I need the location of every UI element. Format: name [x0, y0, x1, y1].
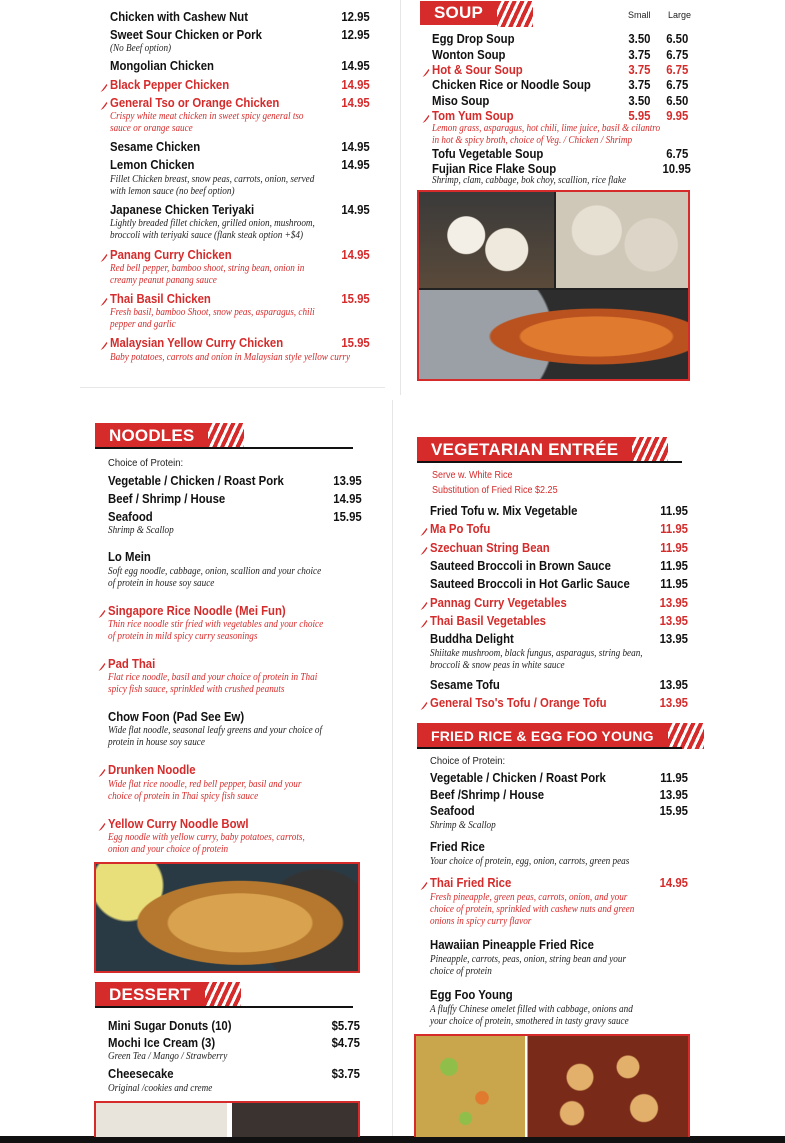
chili-pepper-icon — [420, 599, 429, 609]
column-divider-top — [400, 0, 401, 395]
menu-item: Fujian Rice Flake Soup 10.95 — [432, 161, 691, 176]
small-column-label: Small — [628, 10, 651, 20]
bottom-black-bar — [0, 1136, 785, 1143]
item-description: Red bell pepper, bamboo shoot, string bean, onion in creamy peanut panang sauce — [110, 263, 305, 286]
large-column-label: Large — [668, 10, 692, 20]
menu-item: Egg Foo Young — [430, 987, 513, 1002]
dessert-photo — [94, 1101, 360, 1137]
header-rule — [95, 447, 353, 449]
tom-yum-photo — [419, 290, 690, 381]
menu-item-spicy: General Tso's Tofu / Orange Tofu 13.95 — [430, 695, 688, 710]
menu-item-spicy: Yellow Curry Noodle Bowl — [108, 816, 349, 831]
menu-item-spicy: Ma Po Tofu 11.95 — [430, 521, 688, 536]
item-description: Green Tea / Mango / Strawberry — [108, 1051, 228, 1062]
menu-item-spicy: Szechuan String Bean 11.95 — [430, 540, 688, 555]
chili-pepper-icon — [100, 251, 109, 261]
menu-item: Sesame Tofu 13.95 — [430, 677, 688, 692]
menu-item: Buddha Delight 13.95 — [430, 631, 688, 646]
dessert-header — [95, 982, 205, 1008]
item-description: Soft egg noodle, cabbage, onion, scallion and your choice of protein in house soy sauce — [108, 566, 322, 589]
item-description: Shiitake mushroom, black fungus, asparagus, string bean, broccoli & snow peas in white sauce — [430, 648, 643, 671]
protein-option: Beef /Shrimp / House 13.95 — [430, 787, 688, 802]
item-description: Fillet Chicken breast, snow peas, carrots, onion, served with lemon sauce (no beef option) — [110, 174, 315, 197]
header-rule — [417, 747, 682, 749]
soup-header — [420, 0, 497, 26]
item-description: Your choice of protein, egg, onion, carrots, green peas — [430, 856, 630, 867]
menu-item: Cheesecake $3.75 — [108, 1066, 360, 1081]
chili-pepper-icon — [420, 617, 429, 627]
chili-pepper-icon — [420, 544, 429, 554]
menu-item-spicy: Pannag Curry Vegetables 13.95 — [430, 595, 688, 610]
menu-item: Sauteed Broccoli in Brown Sauce 11.95 — [430, 558, 688, 573]
menu-item: Lemon Chicken 14.95 — [110, 157, 370, 172]
menu-item: Chicken Rice or Noodle Soup 3.75 6.75 — [432, 77, 689, 92]
menu-item-spicy: Thai Basil Vegetables 13.95 — [430, 613, 688, 628]
menu-item: Tofu Vegetable Soup 6.75 — [432, 146, 689, 161]
item-description: (No Beef option) — [110, 43, 172, 54]
item-description: Flat rice noodle, basil and your choice of protein in Thai spicy fish sauce, sprinkled with crushed peanuts — [108, 672, 318, 695]
item-description: Fresh pineapple, green peas, carrots, onion, and your choice of protein, sprinkled with cashew nuts and green onions in spicy curry flavor — [430, 892, 635, 927]
chili-pepper-icon — [100, 295, 109, 305]
protein-option: Vegetable / Chicken / Roast Pork 13.95 — [108, 473, 362, 488]
substitution-note: Substitution of Fried Rice $2.25 — [432, 485, 558, 496]
menu-item: Chicken with Cashew Nut 12.95 — [110, 9, 370, 24]
menu-item: Sweet Sour Chicken or Pork 12.95 — [110, 27, 370, 42]
header-rule — [417, 461, 682, 463]
menu-item-spicy: General Tso or Orange Chicken 14.95 — [110, 95, 370, 110]
section-title: SOUP — [420, 1, 497, 25]
choice-label: Choice of Protein: — [108, 457, 184, 469]
chili-pepper-icon — [422, 66, 431, 76]
wontons-photo — [556, 192, 690, 288]
item-description: Shrimp & Scallop — [108, 525, 174, 536]
choice-label: Choice of Protein: — [430, 755, 506, 767]
item-description: Crispy white meat chicken in sweet spicy general tso sauce or orange sauce — [110, 111, 304, 134]
menu-item: Egg Drop Soup 3.50 6.50 — [432, 31, 689, 46]
menu-item: Fried Tofu w. Mix Vegetable 11.95 — [430, 503, 688, 518]
menu-item-spicy: Malaysian Yellow Curry Chicken 15.95 — [110, 335, 370, 350]
item-description: Fresh basil, bamboo Shoot, snow peas, asparagus, chili pepper and garlic — [110, 307, 315, 330]
section-title: FRIED RICE & EGG FOO YOUNG — [417, 723, 668, 749]
item-description: Thin rice noodle stir fried with vegetables and your choice of protein in mild spicy curry seasonings — [108, 619, 324, 642]
dumplings-photo — [419, 192, 554, 288]
menu-item: Fried Rice — [430, 839, 485, 854]
menu-item: Miso Soup 3.50 6.50 — [432, 93, 689, 108]
fried-rice-header — [417, 723, 668, 749]
menu-item: Mini Sugar Donuts (10) $5.75 — [108, 1018, 360, 1033]
menu-item-spicy: Panang Curry Chicken 14.95 — [110, 247, 370, 262]
item-description: Shrimp, clam, cabbage, bok choy, scallion, rice flake — [432, 175, 627, 186]
menu-item: Sesame Chicken 14.95 — [110, 139, 370, 154]
header-rule — [95, 1006, 353, 1008]
chili-pepper-icon — [420, 699, 429, 709]
item-description: Wide flat rice noodle, red bell pepper, basil and your choice of protein in Thai spicy fish sauce — [108, 779, 302, 802]
menu-item-spicy: Pad Thai — [108, 656, 349, 671]
soup-photo-collage — [417, 190, 690, 381]
menu-item: Lo Mein — [108, 549, 151, 564]
chili-pepper-icon — [98, 660, 107, 670]
mapo-tofu-texture — [532, 1036, 690, 1137]
menu-item-spicy: Hot & Sour Soup 3.75 6.75 — [432, 62, 688, 77]
item-description: Baby potatoes, carrots and onion in Malaysian style yellow curry — [110, 352, 351, 363]
menu-item: Hawaiian Pineapple Fried Rice — [430, 937, 594, 952]
menu-item: Japanese Chicken Teriyaki 14.95 — [110, 202, 370, 217]
chili-pepper-icon — [98, 766, 107, 776]
item-description: Lemon grass, asparagus, hot chili, lime juice, basil & cilantro in hot & spicy broth, choice of Veg. / Chicken / Shrimp — [432, 123, 661, 146]
protein-option: Vegetable / Chicken / Roast Pork 11.95 — [430, 770, 688, 785]
item-description: Shrimp & Scallop — [430, 820, 496, 831]
column-divider-bottom — [392, 400, 393, 1143]
section-title: DESSERT — [95, 982, 205, 1008]
menu-item-spicy: Tom Yum Soup 5.95 9.95 — [432, 108, 688, 123]
menu-item: Mongolian Chicken 14.95 — [110, 58, 370, 73]
protein-option: Seafood 15.95 — [108, 509, 362, 524]
chili-pepper-icon — [420, 525, 429, 535]
menu-item-spicy: Drunken Noodle — [108, 762, 349, 777]
menu-item-spicy: Black Pepper Chicken 14.95 — [110, 77, 370, 92]
menu-item: Sauteed Broccoli in Hot Garlic Sauce 11.95 — [430, 576, 688, 591]
protein-option: Beef / Shrimp / House 14.95 — [108, 491, 362, 506]
item-description: Pineapple, carrots, peas, onion, string bean and your choice of protein — [430, 954, 627, 977]
menu-item-spicy: Thai Basil Chicken 15.95 — [110, 291, 370, 306]
menu-item: Wonton Soup 3.75 6.75 — [432, 47, 689, 62]
chili-pepper-icon — [98, 820, 107, 830]
menu-item: Chow Foon (Pad See Ew) — [108, 709, 245, 724]
item-description: Original /cookies and creme — [108, 1083, 213, 1094]
noodles-header — [95, 423, 208, 449]
item-description: Egg noodle with yellow curry, baby potatoes, carrots, onion and your choice of protein — [108, 832, 305, 855]
section-title: NOODLES — [95, 423, 208, 449]
menu-item: Mochi Ice Cream (3) $4.75 — [108, 1035, 360, 1050]
section-title: VEGETARIAN ENTRÉE — [417, 437, 632, 463]
vegetarian-header — [417, 437, 632, 463]
menu-item-spicy: Singapore Rice Noodle (Mei Fun) — [108, 603, 349, 618]
chili-pepper-icon — [100, 339, 109, 349]
protein-option: Seafood 15.95 — [430, 803, 688, 818]
chili-pepper-icon — [98, 607, 107, 617]
fried-rice-photo — [414, 1034, 690, 1137]
item-description: Lightly breaded fillet chicken, grilled onion, mushroom, broccoli with teriyaki sauce (flank steak option +$4) — [110, 218, 315, 241]
pad-thai-photo — [94, 862, 360, 973]
serve-note: Serve w. White Rice — [432, 470, 513, 481]
menu-item-spicy: Thai Fried Rice 14.95 — [430, 875, 688, 890]
chili-pepper-icon — [100, 99, 109, 109]
chili-pepper-icon — [420, 879, 429, 889]
chili-pepper-icon — [100, 81, 109, 91]
rice-texture — [416, 1036, 526, 1137]
item-description: A fluffy Chinese omelet filled with cabbage, onions and your choice of protein, smothered in tasty gravy sauce — [430, 1004, 633, 1027]
chili-pepper-icon — [422, 112, 431, 122]
item-description: Wide flat noodle, seasonal leafy greens and your choice of protein in house soy sauce — [108, 725, 323, 748]
